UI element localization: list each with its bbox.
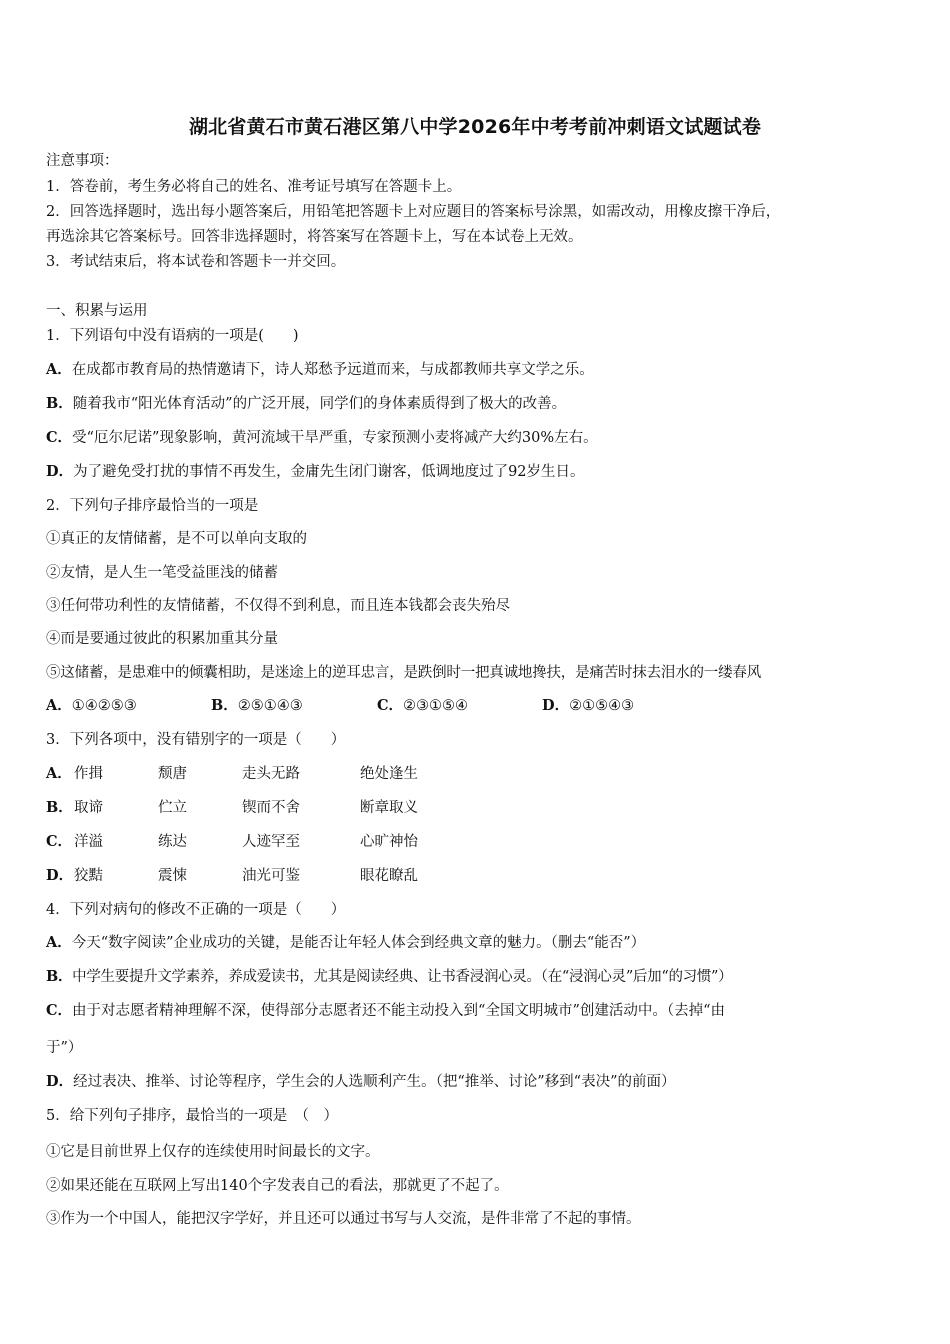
option-word: 狡黠 — [74, 868, 103, 884]
question-2-sentence: ③任何带功利性的友情储蓄，不仅得不到利息，而且连本钱都会丧失殆尽 — [46, 598, 510, 614]
question-3-option-c — [46, 832, 910, 852]
question-1-option-d — [46, 462, 910, 482]
notice-item: 2．回答选择题时，选出每小题答案后，用铅笔把答题卡上对应题目的答案标号涂黑，如需改动，用橡皮擦干净后， — [46, 204, 781, 220]
question-2-sentence: ⑤这储蓄，是患难中的倾囊相助，是迷途上的逆耳忠言，是跌倒时一把真诚地搀扶，是痛苦时抹去泪水的一缕春风 — [46, 665, 761, 681]
question-4-option-c — [46, 1001, 910, 1021]
question-2-options — [46, 696, 910, 716]
question-1-stem: 1．下列语句中没有语病的一项是( ) — [46, 328, 299, 344]
option-key: B． — [211, 697, 238, 714]
option-key: A． — [46, 765, 72, 782]
question-3-option-a — [46, 764, 910, 784]
option-text: 今天“数字阅读”企业成功的关键，是能否让年轻人体会到经典文章的魅力。（删去“能否”） — [71, 935, 646, 951]
option-key: B． — [46, 968, 73, 985]
option-word: 作揖 — [74, 766, 103, 782]
option-text: 由于对志愿者精神理解不深，使得部分志愿者还不能主动投入到“全国文明城市”创建活动中。（去掉“由 — [72, 1003, 726, 1019]
question-1-option-c — [46, 428, 910, 448]
question-1-option-a — [46, 360, 910, 380]
question-3-stem: 3．下列各项中，没有错别字的一项是（ ） — [46, 732, 346, 748]
question-5-stem: 5．给下列句子排序，最恰当的一项是 （ ） — [46, 1108, 338, 1124]
question-5-sentence: ②如果还能在互联网上写出140个字发表自己的看法，那就更了不起了。 — [46, 1178, 509, 1194]
question-2-sentence: ①真正的友情储蓄，是不可以单向支取的 — [46, 531, 307, 547]
question-5-sentence: ①它是目前世界上仅存的连续使用时间最长的文字。 — [46, 1144, 380, 1160]
option-text: 于”） — [46, 1040, 83, 1056]
exam-title: 湖北省黄石市黄石港区第八中学2026年中考考前冲刺语文试题试卷 — [188, 116, 762, 138]
option-key: A． — [46, 697, 72, 714]
option-text: 为了避免受打扰的事情不再发生，金庸先生闭门谢客，低调地度过了92岁生日。 — [73, 464, 585, 480]
option-b — [211, 696, 303, 716]
notice-item: 再选涂其它答案标号。回答非选择题时，将答案写在答题卡上，写在本试卷上无效。 — [46, 229, 583, 245]
option-text: 受“厄尔尼诺”现象影响，黄河流域干旱严重，专家预测小麦将减产大约30%左右。 — [72, 430, 598, 446]
option-text: ②①⑤④③ — [569, 698, 635, 714]
option-word: 取谛 — [74, 800, 103, 816]
option-text: ②⑤①④③ — [237, 698, 303, 714]
option-text: ②③①⑤④ — [403, 698, 469, 714]
section-heading: 一、积累与运用 — [46, 303, 148, 319]
notice-item: 1．答卷前，考生务必将自己的姓名、准考证号填写在答题卡上。 — [46, 179, 462, 195]
question-4-stem: 4．下列对病句的修改不正确的一项是（ ） — [46, 902, 346, 918]
question-4-option-b — [46, 967, 910, 987]
question-2-sentence: ④而是要通过彼此的积累加重其分量 — [46, 631, 278, 647]
question-3-option-d — [46, 866, 910, 886]
question-2-stem: 2．下列句子排序最恰当的一项是 — [46, 498, 259, 514]
option-word: 油光可鉴 — [242, 868, 300, 884]
question-3-option-b — [46, 798, 910, 818]
notice-item: 3．考试结束后，将本试卷和答题卡一并交回。 — [46, 254, 346, 270]
question-2-sentence: ②友情，是人生一笔受益匪浅的储蓄 — [46, 565, 278, 581]
option-a — [46, 696, 137, 716]
option-key: C． — [46, 1002, 73, 1019]
option-text: 经过表决、推举、讨论等程序，学生会的人选顺利产生。（把“推举、讨论”移到“表决”的前面） — [73, 1074, 676, 1090]
option-key: B． — [46, 799, 73, 816]
option-word: 断章取义 — [360, 800, 418, 816]
option-key: C． — [46, 429, 73, 446]
option-key: D． — [542, 697, 570, 714]
question-5-sentence: ③作为一个中国人，能把汉字学好，并且还可以通过书写与人交流，是件非常了不起的事情。 — [46, 1211, 641, 1227]
option-word: 伫立 — [158, 800, 187, 816]
option-word: 颓唐 — [158, 766, 187, 782]
option-text: 中学生要提升文学素养，养成爱读书，尤其是阅读经典、让书香浸润心灵。（在“浸润心灵”后加“的习惯”） — [72, 969, 733, 985]
option-word: 练达 — [158, 834, 187, 850]
question-1-option-b — [46, 394, 910, 414]
option-word: 走头无路 — [242, 766, 300, 782]
option-key: C． — [377, 697, 404, 714]
option-key: D． — [46, 867, 74, 884]
option-word: 心旷神怡 — [360, 834, 418, 850]
option-key: C． — [46, 833, 73, 850]
option-word: 眼花瞭乱 — [360, 868, 418, 884]
option-key: A． — [46, 361, 72, 378]
option-text: 随着我市“阳光体育活动”的广泛开展，同学们的身体素质得到了极大的改善。 — [72, 396, 567, 412]
question-4-option-c-continued — [46, 1038, 910, 1058]
question-4-option-a — [46, 933, 910, 953]
option-word: 洋溢 — [74, 834, 103, 850]
option-c — [377, 696, 468, 716]
option-text: ①④②⑤③ — [71, 698, 137, 714]
option-key: D． — [46, 1073, 74, 1090]
option-key: A． — [46, 934, 72, 951]
option-word: 人迹罕至 — [242, 834, 300, 850]
option-key: D． — [46, 463, 74, 480]
question-4-option-d — [46, 1072, 910, 1092]
option-text: 在成都市教育局的热情邀请下，诗人郑愁予远道而来，与成都教师共享文学之乐。 — [71, 362, 594, 378]
notice-heading: 注意事项： — [46, 153, 119, 169]
option-word: 绝处逢生 — [360, 766, 418, 782]
option-key: B． — [46, 395, 73, 412]
option-word: 震悚 — [158, 868, 187, 884]
option-word: 锲而不舍 — [242, 800, 300, 816]
option-d — [542, 696, 634, 716]
